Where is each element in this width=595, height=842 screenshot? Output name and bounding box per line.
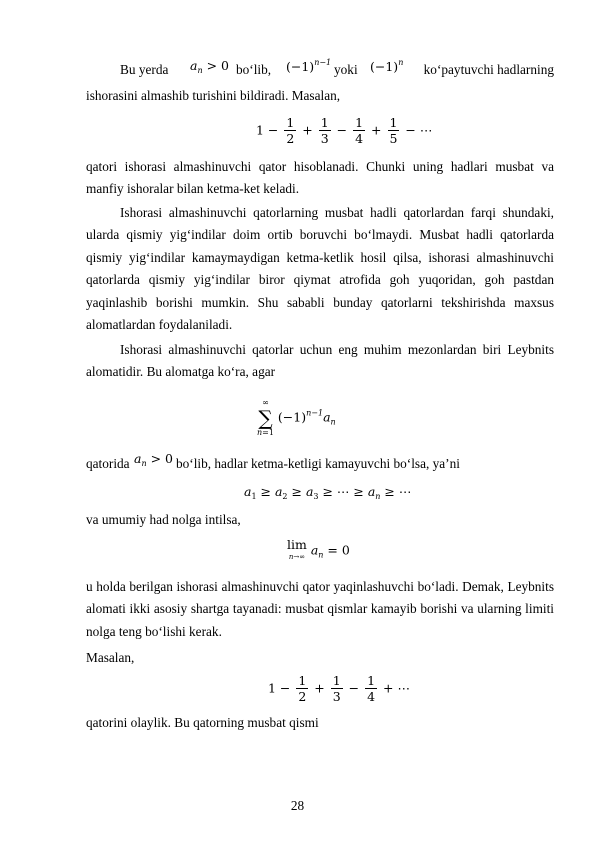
formula-minus-one-power-n-minus-one: $(-1)^{n-1}$ xyxy=(286,58,332,74)
paragraph-4: Ishorasi almashinuvchi qatorlar uchun eng muhim mezonlardan biri Leybnits alomatidir. Bu alomatga ko‘ra, agar xyxy=(86,342,554,380)
paragraph-8: Masalan, xyxy=(86,650,135,665)
formula-alternating-series-1: 1 − $\frac{1}{2}$ + $\frac{1}{3}$ − $\frac{1}{4}$ + $\frac{1}{5}$ − ⋯ xyxy=(256,115,433,146)
text-bolib: bo‘lib, xyxy=(236,62,272,77)
formula-leibniz-sum: ∞ ∑ n=1 $(-1)^{n-1}a_n$ xyxy=(257,398,336,437)
formula-an-positive: $a_n > 0$ xyxy=(190,58,229,75)
text-kopaytuvchi: ko‘paytuvchi hadlarning xyxy=(423,62,554,77)
formula-minus-one-power-n: $(-1)^n$ xyxy=(370,58,404,74)
paragraph-1-line-1 xyxy=(120,62,168,78)
paragraph-3: Ishorasi almashinuvchi qatorlarning musbat hadli qatorlardan farqi shundaki, ularda qismiy yig‘indilar doim ortib boruvchi bo‘lmaydi. Musbat hadli qatorlarda qismiy yig‘indilar kamaymaydigan ketma-ketlik hosil qilsa, ishorasi almashinuvchi qatorlarda qismiy yig‘indilar biror qiymat atrofida goh yuqoridan, goh pastdan yaqinlashib borishi mumkin. Shu sababli bunday qatorlarni tekshirishda maxsus alomatlardan foydalaniladi. xyxy=(86,205,554,333)
page-number: 28 xyxy=(290,798,305,813)
paragraph-7: u holda berilgan ishorasi almashinuvchi qator yaqinlashuvchi bo‘ladi. Demak, Leybnits alomati ikki asosiy shartga tayanadi: musbat qismlar kamayib borishi va ularning limiti nolga teng bo‘lishi kerak. xyxy=(86,579,554,639)
paragraph-1-line-2: ishorasini almashib turishini bildiradi. Masalan, xyxy=(86,88,341,103)
formula-decreasing-sequence: $a_1 \ge a_2 \ge a_3$ ≥ ⋯ ≥ $a_n$ ≥ ⋯ xyxy=(244,484,412,501)
text-qatorida: qatorida xyxy=(86,456,130,471)
formula-limit-zero: lim n→∞ $a_n = 0$ xyxy=(287,537,350,561)
formula-alternating-series-2: 1 − $\frac{1}{2}$ + $\frac{1}{3}$ − $\frac{1}{4}$ + ⋯ xyxy=(268,673,410,704)
paragraph-9: qatorini olaylik. Bu qatorning musbat qismi xyxy=(86,715,319,730)
text-bu-yerda: Bu yerda xyxy=(120,62,169,77)
paragraph-2: qatori ishorasi almashinuvchi qator hisoblanadi. Chunki uning hadlari musbat va manfiy ishoralar bilan ketma-ket keladi. xyxy=(86,159,554,197)
formula-an-positive-2: $a_n > 0$ xyxy=(134,451,173,468)
text-bolib-hadlar: bo‘lib, hadlar ketma-ketligi kamayuvchi bo‘lsa, ya’ni xyxy=(176,456,460,471)
text-yoki: yoki xyxy=(334,62,358,77)
paragraph-6: va umumiy had nolga intilsa, xyxy=(86,512,241,527)
